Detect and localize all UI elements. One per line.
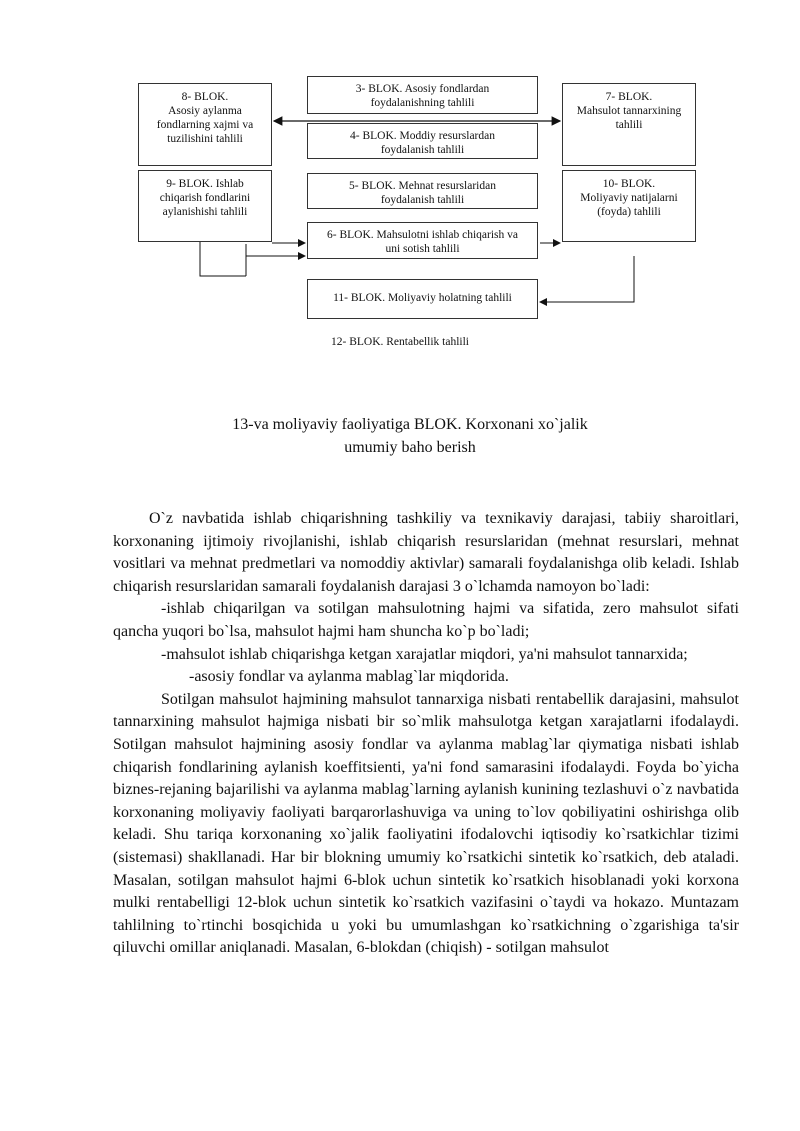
connector-9 [200, 242, 246, 276]
block-diagram [0, 0, 800, 370]
block-5 [307, 173, 538, 209]
paragraph-1: O`z navbatida ishlab chiqarishning tashkiliy va texnikaviy darajasi, tabiiy sharoitlari, korxonaning ijtimoiy rivojlanishi, ishlab chiqarish resurslaridan (mehnat resurslari, mehnat vositlari va mehnat predmetlari va nomoddiy aktivlar) samarali foydalanishga olib keladi. Ishlab chiqarish resurslaridan samarali foydalanish darajasi 3 o`lchamda namoyon bo`ladi: [113, 510, 739, 595]
block-9 [138, 170, 272, 242]
body-text [113, 508, 739, 960]
caption-line-1: 13-va moliyaviy faoliyatiga BLOK. Korxonani xo`jalik [232, 416, 588, 433]
paragraph-4: -asosiy fondlar va aylanma mablag`lar miqdorida. [189, 668, 509, 686]
block-11-label: 11- BLOK. Moliyaviy holatning tahlili [333, 292, 512, 304]
block-6-label: 6- BLOK. Mahsulotni ishlab chiqarish va uni sotish tahlili [326, 229, 518, 255]
block-8 [138, 83, 272, 166]
block-9-label: 9- BLOK. Ishlab chiqarish fondlarini aylanishishi tahlili [159, 178, 251, 218]
paragraph-2: -ishlab chiqarilgan va sotilgan mahsulotning hajmi va sifatida, zero mahsulot sifati qancha yuqori bo`lsa, mahsulot hajmi ham shuncha ko`p bo`ladi; [113, 600, 739, 640]
paragraph-5: Sotilgan mahsulot hajmining mahsulot tannarxiga nisbati rentabellik darajasini, mahsulot tannarxining mahsulot hajmiga nisbati bir so`mlik mahsulotga ketgan xarajatlarni ifodalaydi. Sotilgan mahsulot hajmining asosiy fondlar va aylanma mablag`lar qiymatiga nisbati ishlab chiqarish fondlarining aylanish koeffitsienti, ya'ni fond samarasini ifodalaydi. Foyda bo`yicha biznes-rejaning bajarilishi va aylanma mablag`larning aylanish kunining tezlashuvi o`z navbatida korxonaning moliyaviy faoliyati barqarorlashuviga va uning to`lov qobiliyatini oshirishga olib keladi. Shu tariqa korxonaning xo`jalik faoliyatini ifodalovchi iqtisodiy ko`rsatkichlar tizimi (sistemasi) shakllanadi. Har bir blokning umumiy ko`rsatkichi sintetik ko`rsatkich, deb ataladi. Masalan, sotilgan mahsulot hajmi 6-blok uchun sintetik ko`rsatkich hisoblanadi yoki korxona mulki rentabelligi 12-blok uchun sintetik ko`rsatkich vazifasini o`taydi va hokazo. Muntazam tahlilning to`rtinchi bosqichida u yoki bu umumlashgan ko`rsatkichning o`zgarishiga ta'sir qiluvchi omillar aniqlanadi. Masalan, 6-blokdan (chiqish) - sotilgan mahsulot [113, 690, 739, 957]
diagram-caption [100, 413, 720, 459]
block-3 [307, 76, 538, 114]
block-6 [307, 222, 538, 259]
connector-10 [582, 256, 634, 302]
caption-line-2: umumiy baho berish [344, 439, 476, 456]
block-4-label: 4- BLOK. Moddiy resurslardan foydalanish tahlili [349, 130, 495, 156]
block-8-label: 8- BLOK. Asosiy aylanma fondlarning xajmi va tuzilishini tahlili [156, 91, 254, 145]
block-10 [562, 170, 696, 242]
block-5-label: 5- BLOK. Mehnat resurslaridan foydalanish tahlili [349, 180, 496, 206]
block-7-label: 7- BLOK. Mahsulot tannarxining tahlili [576, 91, 682, 131]
block-10-label: 10- BLOK. Moliyaviy natijalarni (foyda) tahlili [580, 178, 678, 218]
block-7 [562, 83, 696, 166]
block-3-label: 3- BLOK. Asosiy fondlardan foydalanishning tahlili [355, 83, 490, 109]
paragraph-3: -mahsulot ishlab chiqarishga ketgan xarajatlar miqdori, ya'ni mahsulot tannarxida; [161, 645, 688, 663]
block-12-label: 12- BLOK. Rentabellik tahlili [331, 336, 469, 348]
block-4 [307, 123, 538, 159]
block-11 [307, 279, 538, 319]
